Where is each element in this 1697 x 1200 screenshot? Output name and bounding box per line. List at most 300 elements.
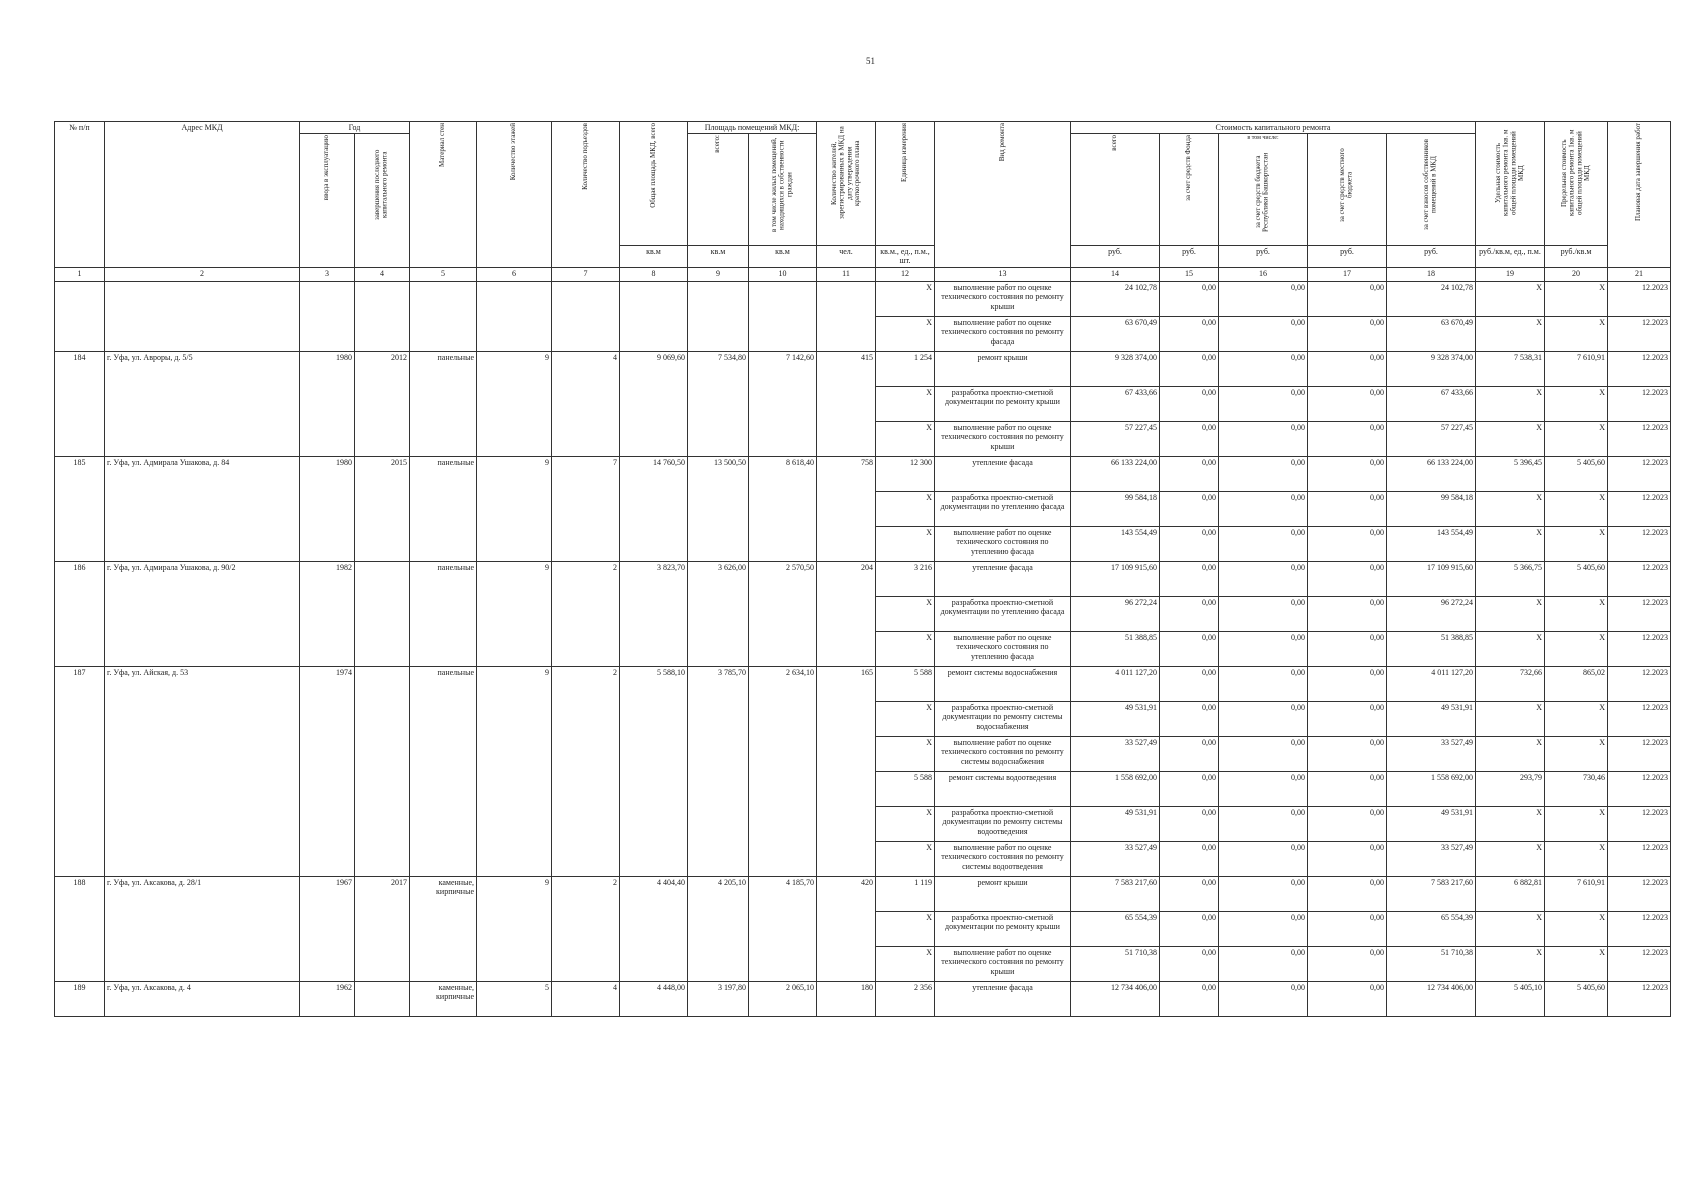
row-cost-owners: 1 558 692,00 <box>1387 772 1476 807</box>
header-year-group: Год <box>300 122 410 134</box>
row-entrances: 2 <box>552 562 620 667</box>
row-cost-total: 7 583 217,60 <box>1071 877 1160 912</box>
row-cost-owners: 12 734 406,00 <box>1387 982 1476 1017</box>
header-cost-sub: в том числе: <box>1247 135 1279 142</box>
row-cost-local: 0,00 <box>1308 807 1387 842</box>
row-cost-fund: 0,00 <box>1160 562 1219 597</box>
row-cost-rb: 0,00 <box>1219 632 1308 667</box>
row-cost-total: 33 527,49 <box>1071 737 1160 772</box>
row-cost-total: 9 328 374,00 <box>1071 352 1160 387</box>
column-number: 3 <box>300 268 355 282</box>
row-cost-fund: 0,00 <box>1160 387 1219 422</box>
row-unit: X <box>876 912 935 947</box>
row-address: г. Уфа, ул. Адмирала Ушакова, д. 84 <box>105 457 300 562</box>
row-planned-date: 12.2023 <box>1608 387 1671 422</box>
row-cost-rb: 0,00 <box>1219 597 1308 632</box>
row-year-last-repair: 2012 <box>355 352 410 457</box>
row-number: 186 <box>55 562 105 667</box>
row-cost-owners: 49 531,91 <box>1387 807 1476 842</box>
row-unit: X <box>876 492 935 527</box>
row-unit: 12 300 <box>876 457 935 492</box>
row-planned-date: 12.2023 <box>1608 737 1671 772</box>
row-area-all: 4 205,10 <box>688 877 749 982</box>
row-unit-cost: 5 405,10 <box>1476 982 1545 1017</box>
row-total-area: 4 448,00 <box>620 982 688 1017</box>
header-area-group: Площадь помещений МКД: <box>688 122 817 134</box>
row-cost-total: 66 133 224,00 <box>1071 457 1160 492</box>
row-cost-total: 143 554,49 <box>1071 527 1160 562</box>
row-cost-owners: 96 272,24 <box>1387 597 1476 632</box>
row-entrances: 2 <box>552 877 620 982</box>
row-year-commission: 1980 <box>300 352 355 457</box>
row-cost-owners: 66 133 224,00 <box>1387 457 1476 492</box>
row-repair-type: ремонт системы водоотведения <box>935 772 1071 807</box>
row-repair-type: выполнение работ по оценке технического состояния по утеплению фасада <box>935 527 1071 562</box>
row-planned-date: 12.2023 <box>1608 317 1671 352</box>
row-planned-date: 12.2023 <box>1608 702 1671 737</box>
row-cost-total: 67 433,66 <box>1071 387 1160 422</box>
row-cost-owners: 4 011 127,20 <box>1387 667 1476 702</box>
row-entrances: 4 <box>552 982 620 1017</box>
row-max-cost: X <box>1545 527 1608 562</box>
row-planned-date: 12.2023 <box>1608 282 1671 317</box>
row-entrances <box>552 282 620 352</box>
header-year-last-repair: завершения последнего капитального ремонта <box>355 134 410 268</box>
column-number: 2 <box>105 268 300 282</box>
row-cost-local: 0,00 <box>1308 597 1387 632</box>
row-cost-total: 12 734 406,00 <box>1071 982 1160 1017</box>
row-planned-date: 12.2023 <box>1608 527 1671 562</box>
row-repair-type: выполнение работ по оценке технического состояния по утеплению фасада <box>935 632 1071 667</box>
row-max-cost: 730,46 <box>1545 772 1608 807</box>
row-entrances: 7 <box>552 457 620 562</box>
row-area-residential: 2 634,10 <box>749 667 817 877</box>
row-cost-local: 0,00 <box>1308 667 1387 702</box>
row-cost-fund: 0,00 <box>1160 597 1219 632</box>
row-cost-fund: 0,00 <box>1160 492 1219 527</box>
header-cost-fund: за счет средств Фонда <box>1160 134 1219 246</box>
row-cost-fund: 0,00 <box>1160 352 1219 387</box>
row-repair-type: разработка проектно-сметной документации по ремонту системы водоотведения <box>935 807 1071 842</box>
row-cost-total: 99 584,18 <box>1071 492 1160 527</box>
row-cost-total: 49 531,91 <box>1071 807 1160 842</box>
row-cost-rb: 0,00 <box>1219 282 1308 317</box>
column-number: 18 <box>1387 268 1476 282</box>
row-max-cost: 5 405,60 <box>1545 982 1608 1017</box>
row-wall-material: панельные <box>410 667 477 877</box>
column-number: 14 <box>1071 268 1160 282</box>
row-cost-fund: 0,00 <box>1160 772 1219 807</box>
unit-cost-fund: руб. <box>1160 246 1219 268</box>
row-residents: 204 <box>817 562 876 667</box>
row-cost-owners: 33 527,49 <box>1387 842 1476 877</box>
row-entrances: 2 <box>552 667 620 877</box>
row-residents: 420 <box>817 877 876 982</box>
row-planned-date: 12.2023 <box>1608 457 1671 492</box>
row-repair-type: ремонт системы водоснабжения <box>935 667 1071 702</box>
row-year-commission: 1980 <box>300 457 355 562</box>
unit-unit-cost: руб./кв.м, ед., п.м. <box>1476 246 1545 268</box>
row-cost-owners: 9 328 374,00 <box>1387 352 1476 387</box>
row-cost-rb: 0,00 <box>1219 422 1308 457</box>
row-unit: X <box>876 632 935 667</box>
row-planned-date: 12.2023 <box>1608 492 1671 527</box>
column-number: 8 <box>620 268 688 282</box>
page-number: 51 <box>866 56 875 66</box>
row-cost-local: 0,00 <box>1308 352 1387 387</box>
row-cost-local: 0,00 <box>1308 282 1387 317</box>
row-number: 187 <box>55 667 105 877</box>
row-floors: 9 <box>477 877 552 982</box>
row-wall-material: панельные <box>410 352 477 457</box>
row-repair-type: разработка проектно-сметной документации по ремонту крыши <box>935 912 1071 947</box>
table-row <box>55 877 1671 912</box>
header-residents: Количество жителей, зарегистрированных в МКД на дату утверждения краткосрочного плана <box>817 122 876 246</box>
row-area-residential: 2 570,50 <box>749 562 817 667</box>
row-entrances: 4 <box>552 352 620 457</box>
column-number: 16 <box>1219 268 1308 282</box>
row-wall-material: каменные, кирпичные <box>410 877 477 982</box>
row-cost-local: 0,00 <box>1308 387 1387 422</box>
unit-cost-owners: руб. <box>1387 246 1476 268</box>
row-max-cost: 7 610,91 <box>1545 877 1608 912</box>
row-cost-rb: 0,00 <box>1219 947 1308 982</box>
row-cost-local: 0,00 <box>1308 842 1387 877</box>
row-total-area: 9 069,60 <box>620 352 688 457</box>
row-repair-type: утепление фасада <box>935 982 1071 1017</box>
row-unit-cost: X <box>1476 912 1545 947</box>
row-unit-cost: 6 882,81 <box>1476 877 1545 912</box>
row-cost-rb: 0,00 <box>1219 667 1308 702</box>
row-cost-local: 0,00 <box>1308 982 1387 1017</box>
table-row <box>55 982 1671 1017</box>
row-cost-owners: 51 388,85 <box>1387 632 1476 667</box>
row-cost-rb: 0,00 <box>1219 912 1308 947</box>
row-max-cost: 865,02 <box>1545 667 1608 702</box>
row-max-cost: X <box>1545 597 1608 632</box>
row-max-cost: X <box>1545 737 1608 772</box>
row-max-cost: X <box>1545 702 1608 737</box>
row-cost-rb: 0,00 <box>1219 562 1308 597</box>
row-unit: X <box>876 597 935 632</box>
unit-residents: чел. <box>817 246 876 268</box>
header-max-cost: Предельная стоимость капитального ремонта 1кв. м общей площади помещений МКД <box>1545 122 1608 246</box>
row-address: г. Уфа, ул. Адмирала Ушакова, д. 90/2 <box>105 562 300 667</box>
row-cost-fund: 0,00 <box>1160 807 1219 842</box>
row-cost-total: 96 272,24 <box>1071 597 1160 632</box>
row-cost-owners: 57 227,45 <box>1387 422 1476 457</box>
row-area-all: 7 534,80 <box>688 352 749 457</box>
row-cost-fund: 0,00 <box>1160 457 1219 492</box>
row-cost-rb: 0,00 <box>1219 527 1308 562</box>
column-number: 20 <box>1545 268 1608 282</box>
header-total-area: Общая площадь МКД, всего <box>620 122 688 246</box>
row-unit: X <box>876 702 935 737</box>
row-area-all: 3 197,80 <box>688 982 749 1017</box>
column-number: 12 <box>876 268 935 282</box>
row-repair-type: утепление фасада <box>935 562 1071 597</box>
row-unit-cost: X <box>1476 282 1545 317</box>
row-address: г. Уфа, ул. Аксакова, д. 28/1 <box>105 877 300 982</box>
row-cost-rb: 0,00 <box>1219 492 1308 527</box>
row-unit-cost: X <box>1476 422 1545 457</box>
row-unit-cost: X <box>1476 317 1545 352</box>
header-floors: Количество этажей <box>477 122 552 268</box>
row-cost-rb: 0,00 <box>1219 737 1308 772</box>
row-year-last-repair <box>355 667 410 877</box>
row-repair-type: разработка проектно-сметной документации по ремонту системы водоснабжения <box>935 702 1071 737</box>
row-address: г. Уфа, ул. Авроры, д. 5/5 <box>105 352 300 457</box>
header-cost-owners: за счет взносов собственников помещений в МКД <box>1387 134 1476 246</box>
row-cost-fund: 0,00 <box>1160 702 1219 737</box>
row-cost-owners: 33 527,49 <box>1387 737 1476 772</box>
column-number: 7 <box>552 268 620 282</box>
unit-area-all: кв.м <box>688 246 749 268</box>
row-cost-owners: 17 109 915,60 <box>1387 562 1476 597</box>
row-total-area: 3 823,70 <box>620 562 688 667</box>
row-address <box>105 282 300 352</box>
row-cost-total: 4 011 127,20 <box>1071 667 1160 702</box>
header-cost-local: за счет средств местного бюджета <box>1308 134 1387 246</box>
row-number: 184 <box>55 352 105 457</box>
row-unit: X <box>876 737 935 772</box>
row-repair-type: разработка проектно-сметной документации по утеплению фасада <box>935 492 1071 527</box>
row-planned-date: 12.2023 <box>1608 877 1671 912</box>
row-residents: 165 <box>817 667 876 877</box>
row-max-cost: X <box>1545 842 1608 877</box>
row-planned-date: 12.2023 <box>1608 597 1671 632</box>
row-number: 189 <box>55 982 105 1017</box>
unit-cost-rb: руб. <box>1219 246 1308 268</box>
row-year-commission: 1962 <box>300 982 355 1017</box>
row-year-last-repair <box>355 982 410 1017</box>
header-wall-material: Материал стен <box>410 122 477 268</box>
row-wall-material <box>410 282 477 352</box>
row-residents: 758 <box>817 457 876 562</box>
row-cost-rb: 0,00 <box>1219 387 1308 422</box>
row-cost-local: 0,00 <box>1308 457 1387 492</box>
header-cost-total: всего <box>1071 134 1160 246</box>
unit-cost-local: руб. <box>1308 246 1387 268</box>
column-number: 4 <box>355 268 410 282</box>
column-number: 19 <box>1476 268 1545 282</box>
column-number: 13 <box>935 268 1071 282</box>
row-max-cost: X <box>1545 387 1608 422</box>
column-number: 15 <box>1160 268 1219 282</box>
row-area-residential: 8 618,40 <box>749 457 817 562</box>
row-unit-cost: X <box>1476 737 1545 772</box>
row-cost-total: 24 102,78 <box>1071 282 1160 317</box>
row-max-cost: 5 405,60 <box>1545 457 1608 492</box>
row-cost-local: 0,00 <box>1308 562 1387 597</box>
column-number: 1 <box>55 268 105 282</box>
row-cost-total: 1 558 692,00 <box>1071 772 1160 807</box>
row-planned-date: 12.2023 <box>1608 562 1671 597</box>
row-cost-rb: 0,00 <box>1219 702 1308 737</box>
row-area-residential: 2 065,10 <box>749 982 817 1017</box>
row-repair-type: утепление фасада <box>935 457 1071 492</box>
row-unit-cost: 293,79 <box>1476 772 1545 807</box>
unit-total-area: кв.м <box>620 246 688 268</box>
unit-cost-total: руб. <box>1071 246 1160 268</box>
row-cost-local: 0,00 <box>1308 702 1387 737</box>
row-repair-type: выполнение работ по оценке технического состояния по ремонту системы водоотведения <box>935 842 1071 877</box>
row-cost-rb: 0,00 <box>1219 807 1308 842</box>
row-max-cost: X <box>1545 632 1608 667</box>
row-cost-rb: 0,00 <box>1219 772 1308 807</box>
header-cost-group: Стоимость капитального ремонта <box>1071 122 1476 134</box>
row-cost-fund: 0,00 <box>1160 632 1219 667</box>
row-number <box>55 282 105 352</box>
table-row <box>55 352 1671 387</box>
row-unit-cost: X <box>1476 527 1545 562</box>
row-total-area: 5 588,10 <box>620 667 688 877</box>
row-cost-rb: 0,00 <box>1219 877 1308 912</box>
column-number: 10 <box>749 268 817 282</box>
row-max-cost: X <box>1545 947 1608 982</box>
table-row <box>55 282 1671 317</box>
row-max-cost: X <box>1545 422 1608 457</box>
row-unit: 3 216 <box>876 562 935 597</box>
row-repair-type: разработка проектно-сметной документации по утеплению фасада <box>935 597 1071 632</box>
row-unit-cost: X <box>1476 842 1545 877</box>
row-max-cost: X <box>1545 492 1608 527</box>
row-cost-local: 0,00 <box>1308 492 1387 527</box>
row-number: 185 <box>55 457 105 562</box>
row-unit: 2 356 <box>876 982 935 1017</box>
row-cost-owners: 143 554,49 <box>1387 527 1476 562</box>
row-area-residential: 7 142,60 <box>749 352 817 457</box>
row-planned-date: 12.2023 <box>1608 632 1671 667</box>
row-residents: 180 <box>817 982 876 1017</box>
row-floors: 9 <box>477 562 552 667</box>
row-cost-owners: 49 531,91 <box>1387 702 1476 737</box>
row-unit: X <box>876 527 935 562</box>
row-cost-fund: 0,00 <box>1160 842 1219 877</box>
row-unit: X <box>876 317 935 352</box>
row-area-all: 3 785,70 <box>688 667 749 877</box>
row-year-commission: 1974 <box>300 667 355 877</box>
row-area-all: 13 500,50 <box>688 457 749 562</box>
row-year-last-repair <box>355 282 410 352</box>
row-cost-fund: 0,00 <box>1160 667 1219 702</box>
header-year-commission: ввода в эксплуатацию <box>300 134 355 268</box>
row-cost-fund: 0,00 <box>1160 282 1219 317</box>
row-max-cost: 7 610,91 <box>1545 352 1608 387</box>
row-floors: 9 <box>477 457 552 562</box>
row-cost-fund: 0,00 <box>1160 982 1219 1017</box>
row-cost-fund: 0,00 <box>1160 877 1219 912</box>
row-planned-date: 12.2023 <box>1608 912 1671 947</box>
row-total-area: 14 760,50 <box>620 457 688 562</box>
header-planned-date: Плановая дата завершения работ <box>1608 122 1671 268</box>
row-cost-local: 0,00 <box>1308 317 1387 352</box>
row-unit: X <box>876 422 935 457</box>
row-cost-total: 33 527,49 <box>1071 842 1160 877</box>
row-floors <box>477 282 552 352</box>
row-address: г. Уфа, ул. Аксакова, д. 4 <box>105 982 300 1017</box>
header-unit-cost: Удельная стоимость капитального ремонта 1кв. м общей площади помещений МКД <box>1476 122 1545 246</box>
row-unit-cost: 5 366,75 <box>1476 562 1545 597</box>
row-cost-total: 57 227,45 <box>1071 422 1160 457</box>
table-row <box>55 457 1671 492</box>
row-year-commission: 1982 <box>300 562 355 667</box>
header-no: № п/п <box>55 122 105 268</box>
header-unit: Единица измерения <box>876 122 935 246</box>
row-cost-local: 0,00 <box>1308 632 1387 667</box>
row-cost-local: 0,00 <box>1308 772 1387 807</box>
row-residents <box>817 282 876 352</box>
header-area-all: всего: <box>688 134 749 246</box>
unit-max-cost: руб./кв.м <box>1545 246 1608 268</box>
row-wall-material: каменные, кирпичные <box>410 982 477 1017</box>
row-planned-date: 12.2023 <box>1608 352 1671 387</box>
row-cost-owners: 67 433,66 <box>1387 387 1476 422</box>
row-cost-owners: 65 554,39 <box>1387 912 1476 947</box>
row-unit: 1 254 <box>876 352 935 387</box>
row-year-last-repair: 2017 <box>355 877 410 982</box>
row-repair-type: ремонт крыши <box>935 352 1071 387</box>
unit-unit: кв.м., ед., п.м., шт. <box>876 246 935 268</box>
row-max-cost: X <box>1545 912 1608 947</box>
row-cost-fund: 0,00 <box>1160 947 1219 982</box>
row-unit-cost: 7 538,31 <box>1476 352 1545 387</box>
row-cost-total: 51 388,85 <box>1071 632 1160 667</box>
row-repair-type: ремонт крыши <box>935 877 1071 912</box>
row-cost-local: 0,00 <box>1308 737 1387 772</box>
row-unit-cost: X <box>1476 492 1545 527</box>
row-area-all <box>688 282 749 352</box>
repair-register-table <box>54 121 1671 1017</box>
row-unit: 1 119 <box>876 877 935 912</box>
row-cost-total: 17 109 915,60 <box>1071 562 1160 597</box>
row-cost-fund: 0,00 <box>1160 737 1219 772</box>
row-cost-rb: 0,00 <box>1219 842 1308 877</box>
row-cost-rb: 0,00 <box>1219 982 1308 1017</box>
row-area-all: 3 626,00 <box>688 562 749 667</box>
header-entrances: Количество подъездов <box>552 122 620 268</box>
header-address: Адрес МКД <box>105 122 300 268</box>
row-cost-fund: 0,00 <box>1160 912 1219 947</box>
row-year-commission <box>300 282 355 352</box>
row-year-last-repair: 2015 <box>355 457 410 562</box>
row-year-commission: 1967 <box>300 877 355 982</box>
header-area-residential: в том числе жилых помещений, находящихся в собственности граждан <box>749 134 817 246</box>
column-number: 17 <box>1308 268 1387 282</box>
row-cost-total: 63 670,49 <box>1071 317 1160 352</box>
row-cost-local: 0,00 <box>1308 947 1387 982</box>
row-cost-total: 51 710,38 <box>1071 947 1160 982</box>
row-unit: X <box>876 807 935 842</box>
row-unit: X <box>876 282 935 317</box>
column-number: 9 <box>688 268 749 282</box>
row-max-cost: X <box>1545 807 1608 842</box>
row-total-area <box>620 282 688 352</box>
row-unit-cost: X <box>1476 597 1545 632</box>
row-unit: X <box>876 842 935 877</box>
column-number: 6 <box>477 268 552 282</box>
row-unit-cost: X <box>1476 387 1545 422</box>
row-floors: 5 <box>477 982 552 1017</box>
row-planned-date: 12.2023 <box>1608 772 1671 807</box>
row-unit-cost: X <box>1476 807 1545 842</box>
row-floors: 9 <box>477 352 552 457</box>
row-cost-owners: 99 584,18 <box>1387 492 1476 527</box>
row-unit-cost: 732,66 <box>1476 667 1545 702</box>
table-row <box>55 667 1671 702</box>
unit-area-residential: кв.м <box>749 246 817 268</box>
row-planned-date: 12.2023 <box>1608 982 1671 1017</box>
